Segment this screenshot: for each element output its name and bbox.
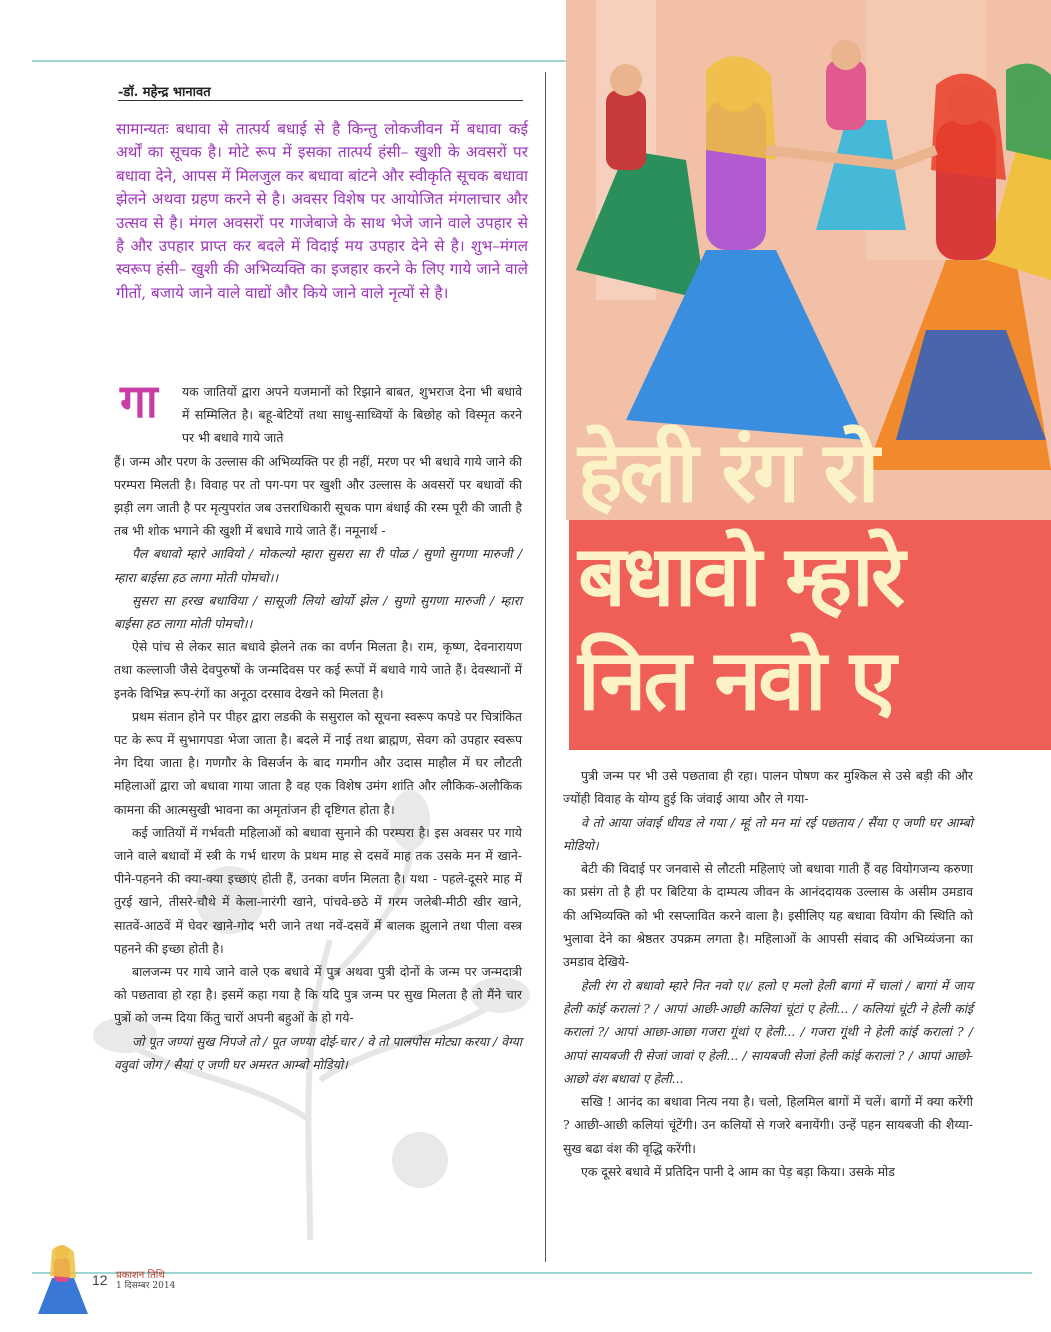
folk-verse: पैल बधावो म्हारे आवियो / मोकल्यो म्हारा सुसरा सा री पोळ / सुणो सुगणा मारुजी / म्हारा बाईसा हठ लागा मोती पोमचो।। <box>114 546 522 585</box>
paragraph: पुत्री जन्म पर भी उसे पछतावा ही रहा। पालन पोषण कर मुश्किल से उसे बड़ी की और ज्योंही विवाह के योग्य हुई कि जंवाई आया और ले गया- <box>563 768 973 807</box>
paragraph: बालजन्म पर गाये जाने वाले एक बधावे में पुत्र अथवा पुत्री दोनों के जन्म पर जन्मदात्री को पछतावा हो रहा है। इसमें कहा गया है कि यदि पुत्र जन्म पर सुख मिलता है तो मैंने चार पुत्रों को जन्म दिया किंतु चारों अपनी बहुओं के हो गये- <box>114 964 522 1026</box>
title-line: हेली रंग रो <box>578 423 877 521</box>
publication-label: प्रकाशन तिथि <box>116 1270 165 1281</box>
paragraph: बेटी की विदाई पर जनवासे से लौटती महिलाएं जो बधावा गाती हैं वह वियोगजन्य करुणा का प्रसंग तो है ही पर बिटिया के दाम्पत्य जीवन के आनंददायक उल्लास के असीम उमडाव की अभिव्यक्ति को भी रसप्लावित करने वाला है। इसीलिए यह बधावा वियोग की स्थिति को भुलावा देने का श्रेष्ठतर उपक्रम लगता है। महिलाओं के आपसी संवाद की अभिव्यंजना का उमडाव देखिये- <box>563 861 973 970</box>
author-rule <box>118 100 523 101</box>
article-title <box>578 420 1048 732</box>
publication-date <box>116 1270 175 1292</box>
paragraph: प्रथम संतान होने पर पीहर द्वारा लडकी के ससुराल को सूचना स्वरूप कपडे पर चित्रांकित पट के रूप में सुभागपडा भेजा जाता है। बदले में नाई तथा ब्राह्मण, सेवग को उपहार स्वरूप नेग दिया जाता है। गणगौर के विसर्जन के बाद गमगीन और उदास माहौल में घर लौटती महिलाओं द्वारा जो बधावा गाया जाता है वह एक विशेष उमंग शांति और लौकिक-अलौकिक कामना की आत्मसुखी भावना का अमृतांजन ही दृष्टिगत होता है। <box>114 708 522 817</box>
intro-paragraph: सामान्यतः बधावा से तात्पर्य बधाई से है किन्तु लोकजीवन में बधावा कई अर्थों का सूचक है। मोटे रूप में इसका तात्पर्य हंसी– खुशी के अवसरों पर बधावा देने, आपस में मिलजुल कर बधावा बांटने और स्वीकृति सूचक बधावा झेलने अथवा ग्रहण करने से है। अवसर विशेष पर आयोजित मंगलाचार और उत्सव से है। मंगल अवसरों पर गाजेबाजे के साथ भेजे जाने वाले उपहार से है और उपहार प्राप्त कर बदले में विदाई मय उपहार देने से है। शुभ–मंगल स्वरूप हंसी– खुशी की अभिव्यक्ति का इजहार करने के लिए गाये जाने वाले गीतों, बजाये जाने वाले वाद्यों और किये जाने वाले नृत्यों से है। <box>116 120 528 302</box>
paragraph: यक जातियों द्वारा अपने यजमानों को रिझाने बाबत, शुभराज देना भी बधावे में सम्मिलित है। बहू-बेटियों तथा साधु-साध्वियों के बिछोह को विस्मृत करने पर भी बधावे गाये जाते <box>182 384 522 446</box>
folk-verse: हेली रंग रो बधावो म्हारे नित नवो ए।/ हलो ए मलो हेली बागां में चालां / बागां में जाय हेली कांई करालां ? / आपां आछी-आछी कलियां चूंटां ए हेली... / कलियां चूंटी ने हेली कांई करालां ?/ आपां आछा-आछा गजरा गूंथां ए हेली... / गजरा गूंथी ने हेली कांई करालां ? / आपां सायबजी री सेजां जावां ए हेली... / सायबजी सेजां हेली कांई करालां ? / आपां आछो-आछो वंश बधावां ए हेली... <box>563 977 973 1086</box>
bottom-rule <box>32 1272 1032 1274</box>
title-line: बधावो म्हारे <box>578 527 903 625</box>
folk-verse: सुसरा सा हरख बधाविया / सासूजी लियो खोर्यो झेल / सुणो सुगणा मारुजी / म्हारा बाईसा हठ लागा मोती पोमचो।। <box>114 592 522 632</box>
paragraph: हैं। जन्म और परण के उल्लास की अभिव्यक्ति पर ही नहीं, मरण पर भी बधावे गाये जाने की परम्परा मिलती है। विवाह पर तो पग-पग पर खुशी और उल्लास के अवसरों पर बधावों की झड़ी लग जाती है पर मृत्युपरांत जब उत्तराधिकारी सूचक पाग बंधाई की रस्म पूरी की जाती है तब भी शोक भगाने की खुशी में बधावे गाये जाते हैं। नमूनार्थ - <box>114 453 522 539</box>
right-column-text <box>563 764 973 1183</box>
folk-verse: जो पूत जण्यां सुख निपजे तो / पूत जण्या दोई-चार / वे तो पालपोस मोट्या करया / वेग्या ववुवां जोग / सैयां ए जणी घर अमरत आम्बो मोडियो। <box>114 1033 522 1072</box>
issue-date: 1 दिसम्बर 2014 <box>116 1281 176 1291</box>
folk-verse: वे तो आया जंवाई धीयड ले गया / म्हूं तो मन मां रई पछताय / सैंया ए जणी घर आम्बो मोडियो। <box>563 814 973 853</box>
title-line: नित नवो ए <box>578 631 894 729</box>
left-column-text <box>114 374 522 1076</box>
paragraph: एक दूसरे बधावे में प्रतिदिन पानी दे आम का पेड़ बड़ा किया। उसके मोड <box>581 1164 895 1180</box>
author-byline: -डॉ. महेन्द्र भानावत <box>118 85 211 100</box>
paragraph: कई जातियों में गर्भवती महिलाओं को बधावा सुनाने की परम्परा है। इस अवसर पर गाये जाने वाले बधावों में स्त्री के गर्भ धारण के प्रथम माह से दसवें माह तक उसके मन में खाने-पीने-पहनने की क्या-क्या इच्छाएं होती हैं, उनका वर्णन मिलता है। यथा - पहले-दूसरे माह में तुरई खाने, तीसरे-चौथे में केला-नारंगी खाने, पांचवे-छठे में गरम जलेबी-मीठी खीर खाने, सातवें-आठवें में घेवर खाने-गोद भरी जाने तथा नवें-दसवें में बालक झुलाने तथा पीला वस्त्र पहनने की इच्छा होती है। <box>114 824 522 956</box>
top-rule <box>32 60 572 62</box>
dancer-logo <box>30 1238 92 1316</box>
drop-cap: गा <box>120 374 158 428</box>
page-number: 12 <box>92 1272 108 1288</box>
paragraph: ऐसे पांच से लेकर सात बधावे झेलने तक का वर्णन मिलता है। राम, कृष्ण, देवनारायण तथा कल्लाजी जैसे देवपुरुषों के जन्मदिवस पर कई रूपों में बधावे गाये जाते हैं। देवस्थानों में इनके विभिन्न रूप-रंगों का अनूठा दरसाव देखने को मिलता है। <box>114 639 522 701</box>
paragraph: सखि ! आनंद का बधावा नित्य नया है। चलो, हिलमिल बागों में चलें। बागों में क्या करेंगी ? आछी-आछी कलियां चूंटेंगी। उन कलियों से गजरे बनायेंगी। उन्हें पहन सायबजी की शैय्या-सुख बढा वंश की वृद्धि करेंगी। <box>563 1094 973 1156</box>
